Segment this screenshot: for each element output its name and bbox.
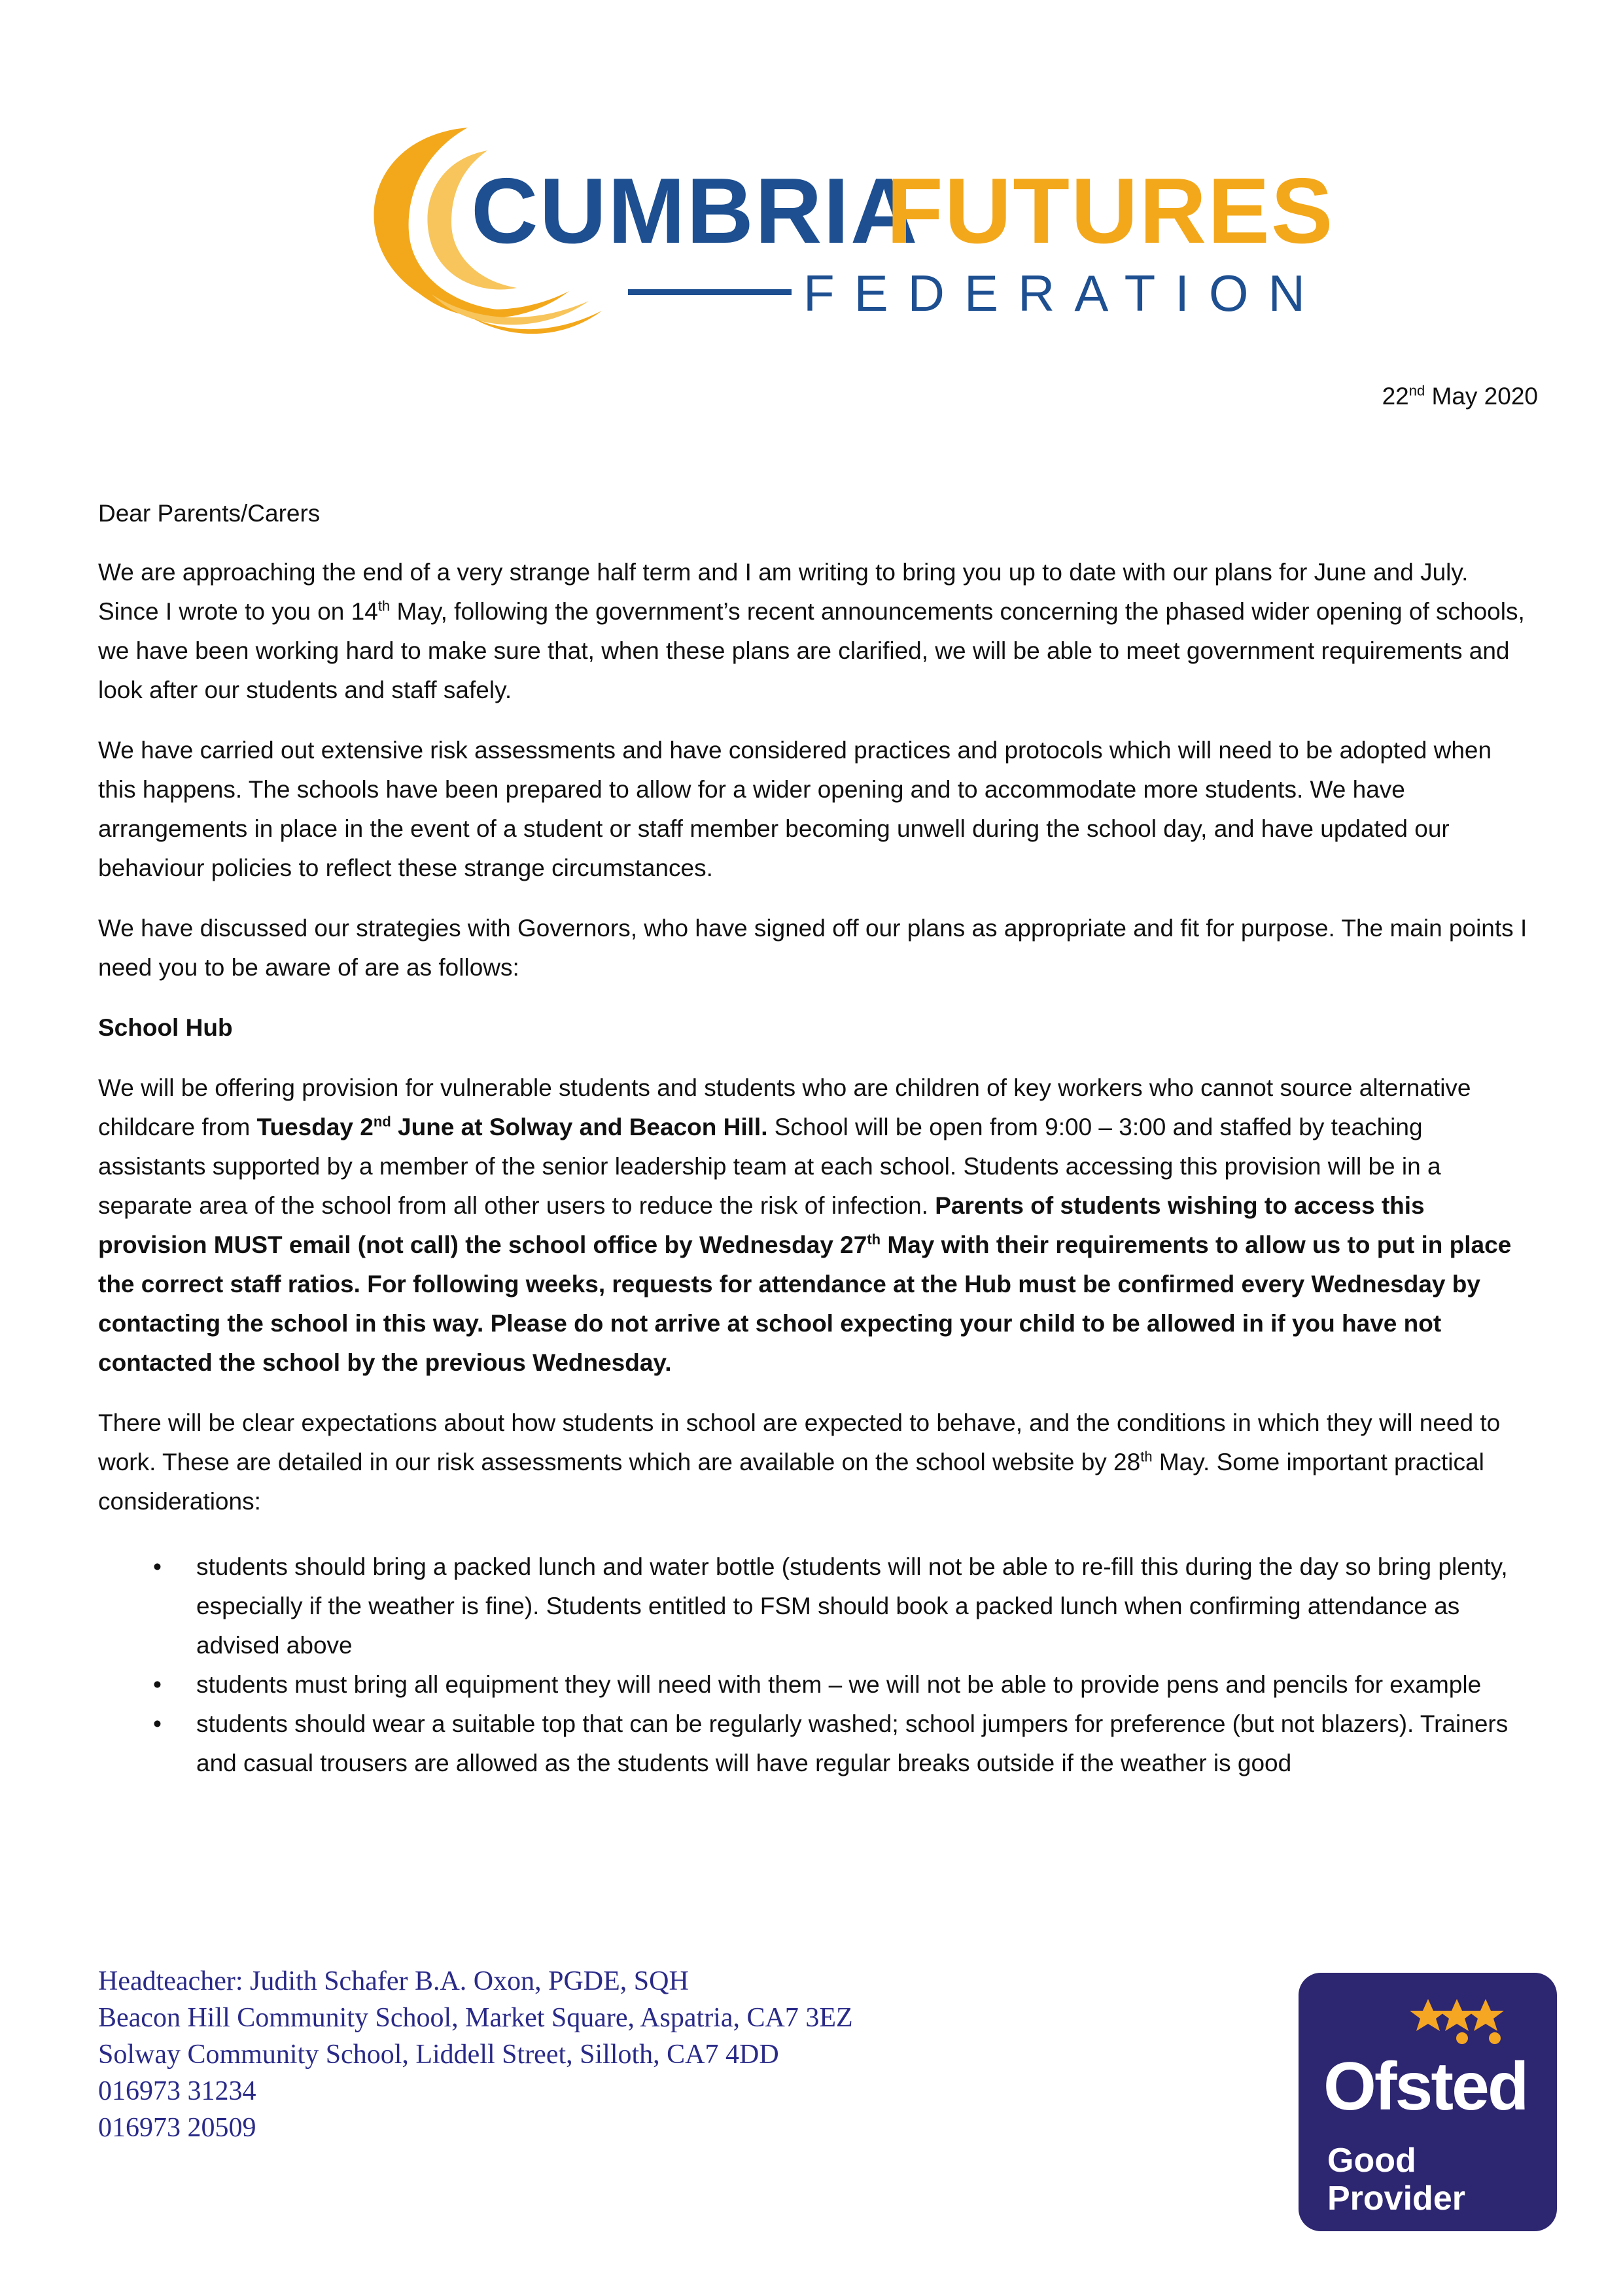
ofsted-badge [1299,1973,1557,2231]
footer-headteacher: Headteacher: Judith Schafer B.A. Oxon, PGDE, SQH [98,1966,689,1996]
date-day: 22 [1382,383,1409,410]
logo-word-cumbria: CUMBRIA [471,159,919,263]
bullet-icon: • [153,1553,162,1580]
list-item: • students should wear a suitable top that can be regularly washed; school jumpers for preference (but not blazers). Trainers and casual trousers are allowed as the students will have regular breaks outside if the weather is good [98,1704,1531,1783]
ofsted-grade: Good Provider [1327,2142,1465,2217]
paragraph-school-hub: We will be offering provision for vulnerable students and students who are children of key workers who cannot source alternative childcare from Tuesday 2nd June at Solway and Beacon Hill. School will be open from 9:00 – 3:00 and staffed by teaching assistants supported by a member of the senior leadership team at each school. Students accessing this provision will be in a separate area of the school from all other users to reduce the risk of infection. Parents of students wishing to access this provision MUST email (not call) the school office by Wednesday 27th May with their requirements to allow us to put in place the correct staff ratios. For following weeks, requests for attendance at the Hub must be confirmed every Wednesday by contacting the school in this way. Please do not arrive at school expecting your child to be allowed in if you have not contacted the school by the previous Wednesday. [98,1074,1512,1376]
logo-word-federation: FEDERATION [803,264,1325,322]
footer-address-beacon-hill: Beacon Hill Community School, Market Square, Aspatria, CA7 3EZ [98,2003,853,2033]
ofsted-wordmark: Ofsted [1323,2049,1527,2125]
logo-rule [628,289,792,295]
bullet-icon: • [153,1710,162,1737]
bullet-icon: • [153,1671,162,1698]
list-item: • students must bring all equipment they will need with them – we will not be able to provide pens and pencils for example [98,1665,1531,1704]
heading-school-hub: School Hub [98,1014,233,1041]
letter-body [98,494,1531,1783]
salutation: Dear Parents/Carers [98,500,321,527]
paragraph-expectations: There will be clear expectations about how students in school are expected to behave, and the conditions in which they will need to work. These are detailed in our risk assessments which are available on the school website by 28th May. Some important practical considerations: [98,1409,1501,1515]
footer-phone-1: 016973 31234 [98,2076,256,2106]
logo-word-futures: FUTURES [886,159,1335,263]
letter-footer [98,1963,853,2146]
federation-logo [353,115,1335,337]
paragraph-risk-assessments: We have carried out extensive risk assessments and have considered practices and protocols which will need to be adopted when this happens. The schools have been prepared to allow for a wider opening and to accommodate more students. We have arrangements in place in the event of a student or staff member becoming unwell during the school day, and have updated our behaviour policies to reflect these strange circumstances. [98,737,1492,881]
date-month-year: May 2020 [1425,383,1538,410]
letter-date [1382,383,1538,410]
paragraph-governors: We have discussed our strategies with Governors, who have signed off our plans as appropriate and fit for purpose. The main points I need you to be aware of are as follows: [98,915,1527,981]
footer-phone-2: 016973 20509 [98,2113,256,2143]
list-item: • students should bring a packed lunch and water bottle (students will not be able to re-fill this during the day so bring plenty, especially if the weather is fine). Students entitled to FSM should book a packed lunch when confirming attendance as advised above [98,1547,1531,1665]
date-suffix: nd [1408,382,1425,399]
logo-graphic [353,115,1335,337]
footer-address-solway: Solway Community School, Liddell Street, Silloth, CA7 4DD [98,2040,779,2070]
considerations-list [98,1547,1531,1783]
paragraph-intro: We are approaching the end of a very strange half term and I am writing to bring you up to date with our plans for June and July. Since I wrote to you on 14th May, following the government’s recent announcements concerning the phased wider opening of schools, we have been working hard to make sure that, when these plans are clarified, we will be able to meet government requirements and look after our students and staff safely. [98,559,1525,703]
